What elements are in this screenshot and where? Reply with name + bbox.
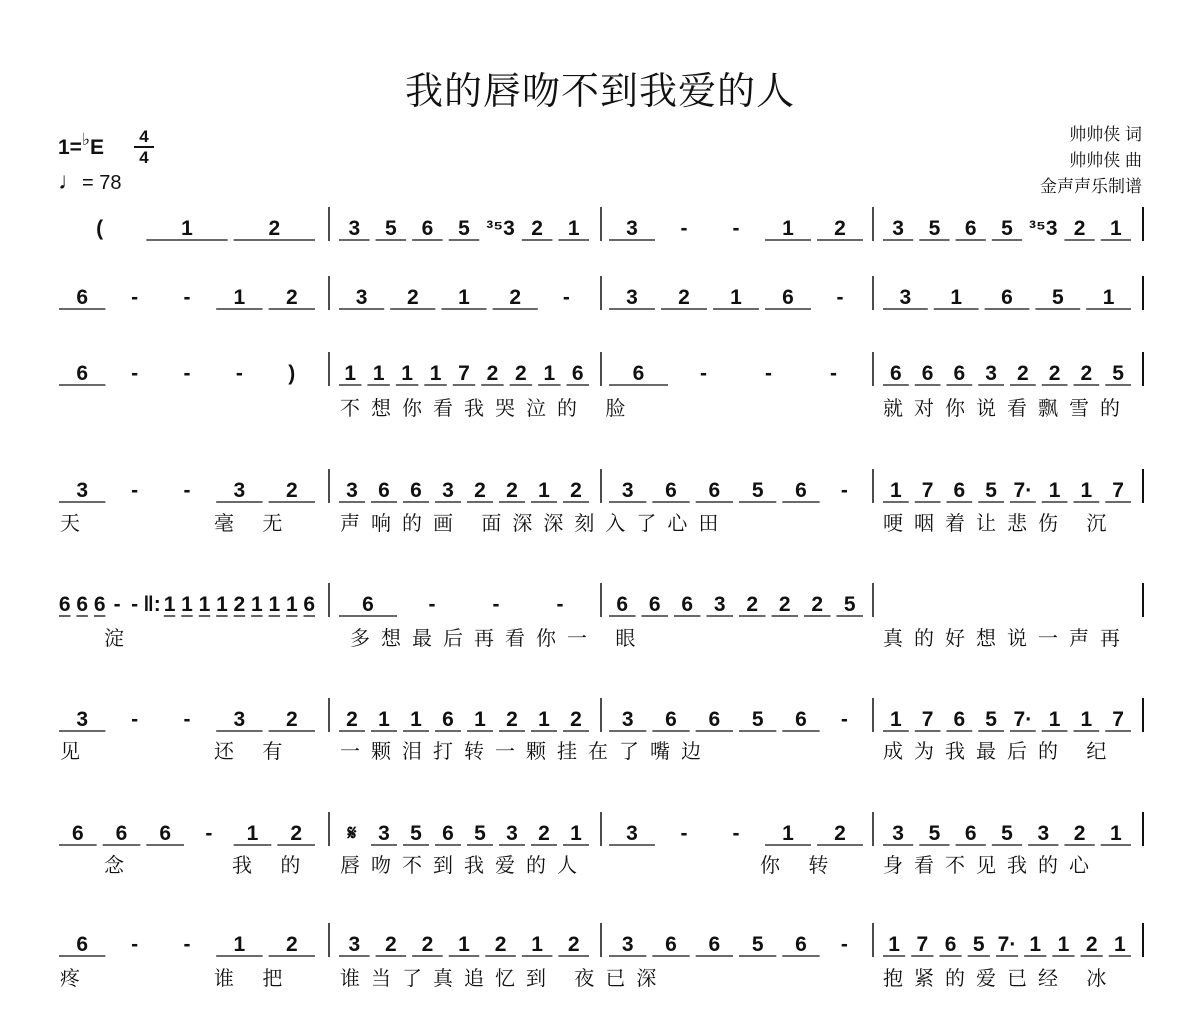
lyric-text: 毫 无 [214, 511, 294, 535]
note-digit: 6 [665, 708, 677, 731]
time-signature-bottom: 4 [139, 148, 149, 167]
note-digit: 6 [782, 286, 794, 309]
quarter-note-icon: ♩ [58, 168, 82, 195]
note-digit: 6 [76, 362, 89, 385]
note-digit: 7 [1112, 708, 1124, 731]
note-digit: - [183, 933, 191, 956]
lyric-text: 疼 [60, 966, 91, 990]
note-digit: 6 [953, 362, 966, 385]
note-digit: ³⁵3 [1029, 217, 1058, 240]
note-digit: 1 [543, 362, 556, 385]
note-digit: 3 [76, 479, 89, 502]
note-digit: 6 [616, 593, 629, 616]
key-note: E [89, 136, 104, 159]
note-digit: 1 [531, 933, 543, 956]
note-digit: 5 [1051, 286, 1064, 309]
lyric-text: 抱紧的爱已经 冰 [883, 966, 1118, 990]
note-digit: 6 [890, 362, 902, 385]
note-digit: 3 [233, 479, 246, 502]
lyric-text: 不想你看我哭泣的 脸 [340, 396, 637, 420]
note-digit: 3 [626, 822, 638, 845]
note-digit: 1 [285, 593, 298, 616]
note-digit: 6 [115, 822, 128, 845]
note-digit: - [732, 217, 740, 240]
note-digit: 2 [509, 286, 522, 309]
note-digit: 5 [1112, 362, 1124, 385]
lyric-text: 成为我最后的 纪 [883, 739, 1118, 763]
note-digit: 3 [621, 933, 634, 956]
lyric-text: 见 [60, 739, 91, 763]
note-digit: 1 [181, 593, 193, 616]
note-digit: 6 [58, 593, 71, 616]
lyric-text: 就对你说看飘雪的 [883, 396, 1131, 420]
note-digit: 3 [626, 217, 638, 240]
note-digit: - [428, 593, 436, 616]
flat-symbol: ♭ [81, 130, 90, 149]
note-digit: 1 [410, 708, 422, 731]
note-digit: 6 [71, 822, 84, 845]
note-digit: 3 [233, 708, 246, 731]
lyric-text: 我 的 [232, 853, 312, 877]
note-digit: 1 [246, 822, 259, 845]
note-digit: 6 [921, 362, 934, 385]
note-digit: 6 [159, 822, 172, 845]
note-digit: 2 [1048, 362, 1061, 385]
note-digit: 1 [538, 708, 550, 731]
note-digit: - [556, 593, 564, 616]
note-digit: 2 [834, 822, 846, 845]
note-digit: - [235, 362, 243, 385]
key-prefix: 1= [58, 136, 82, 159]
note-digit: 2 [1085, 933, 1098, 956]
note-digit: 7 [916, 933, 929, 956]
note-digit: 1 [268, 593, 281, 616]
note-digit: 1 [181, 217, 193, 240]
note-digit: 5 [410, 822, 422, 845]
note-digit: - [183, 708, 191, 731]
note-digit: 3 [355, 286, 368, 309]
note-digit: 1 [1048, 479, 1061, 502]
note-digit: - [680, 822, 688, 845]
note-digit: 6 [795, 479, 807, 502]
note-digit: 2 [486, 362, 499, 385]
note-digit: - [131, 933, 139, 956]
note-digit: 7 [921, 708, 934, 731]
note-digit: 2 [531, 217, 543, 240]
note-digit: - [492, 593, 500, 616]
note-digit: 2 [268, 217, 281, 240]
note-digit: 6 [795, 933, 807, 956]
note-digit: - [700, 362, 707, 385]
note-digit: 2 [678, 286, 690, 309]
lyric-text: 一颗泪打转一颗挂在了嘴边 [340, 739, 712, 763]
note-digit: 3 [378, 822, 390, 845]
note-digit: 2 [406, 286, 419, 309]
note-digit: 5 [928, 217, 941, 240]
note-digit: 1 [216, 593, 228, 616]
note-digit: ‖: [143, 593, 161, 616]
note-digit: 7· [1013, 708, 1033, 731]
note-digit: 1 [1048, 708, 1061, 731]
note-digit: 1 [538, 479, 550, 502]
note-digit: - [131, 708, 139, 731]
note-digit: 2 [811, 593, 824, 616]
note-digit: 1 [890, 479, 902, 502]
note-digit: 3 [1037, 822, 1050, 845]
note-digit: 6 [76, 593, 89, 616]
note-digit: 1 [567, 217, 580, 240]
note-digit: 6 [442, 708, 454, 731]
note-digit: - [131, 362, 139, 385]
note-digit: 6 [665, 933, 677, 956]
note-digit: 6 [795, 708, 807, 731]
note-digit: 2 [346, 708, 358, 731]
note-digit: 6 [442, 822, 454, 845]
note-digit: 5 [458, 217, 470, 240]
note-digit: 1 [163, 593, 176, 616]
note-digit: 5 [385, 217, 397, 240]
note-digit: 5 [751, 479, 764, 502]
note-digit: 1 [1110, 217, 1122, 240]
note-digit: 6 [964, 217, 977, 240]
note-digit: - [765, 362, 772, 385]
lyric-text: 谁当了真追忆到 夜已深 [340, 966, 668, 990]
note-digit: - [680, 217, 688, 240]
note-digit: - [840, 933, 848, 956]
note-digit: 3 [899, 286, 912, 309]
note-digit: - [131, 286, 139, 309]
note-digit: 2 [494, 933, 507, 956]
note-digit: 3 [985, 362, 997, 385]
note-digit: 6 [944, 933, 957, 956]
lyric-text: 真的好想说一声再 [883, 626, 1131, 650]
note-digit: 1 [1080, 479, 1093, 502]
note-digit: 1 [570, 822, 582, 845]
lyric-text: 身看不见我的心 [883, 853, 1100, 877]
note-digit: - [562, 286, 570, 309]
note-digit: 6 [632, 362, 645, 385]
composer-credit: 帅帅侠 曲 [1069, 151, 1142, 170]
lyric-text: 声响的画 面深深刻入了心田 [340, 511, 730, 535]
lyric-text: 念 [104, 853, 135, 877]
note-digit: 3 [348, 933, 361, 956]
note-digit: 3 [76, 708, 89, 731]
note-digit: 6 [410, 479, 422, 502]
note-digit: 5 [972, 933, 985, 956]
note-digit: 5 [985, 479, 997, 502]
note-digit: 1 [372, 362, 385, 385]
note-digit: 3 [621, 479, 634, 502]
note-digit: 2 [421, 933, 434, 956]
note-digit: 5 [1001, 822, 1013, 845]
note-digit: 6 [708, 933, 721, 956]
engraver-credit: 金声声乐制谱 [1040, 177, 1142, 196]
note-digit: 2 [570, 479, 582, 502]
note-digit: 2 [506, 479, 518, 502]
note-digit: - [840, 708, 848, 731]
note-digit: 7 [458, 362, 470, 385]
note-digit: 6 [648, 593, 661, 616]
note-digit: 3 [892, 822, 904, 845]
note-digit: 6 [571, 362, 584, 385]
lyric-text: 天 [60, 511, 91, 535]
lyric-text: 还 有 [214, 739, 294, 763]
note-digit: 1 [890, 708, 902, 731]
song-title: 我的唇吻不到我爱的人 [404, 69, 795, 113]
note-digit: 3 [348, 217, 361, 240]
note-digit: - [183, 362, 191, 385]
note-digit: 1 [344, 362, 357, 385]
note-digit: 2 [290, 822, 303, 845]
note-digit: 2 [570, 708, 582, 731]
note-digit: 1 [782, 217, 794, 240]
note-digit: 3 [713, 593, 726, 616]
note-digit: 2 [1073, 822, 1086, 845]
note-digit: 1 [233, 286, 246, 309]
note-digit: 2 [233, 593, 246, 616]
note-digit: 1 [458, 286, 470, 309]
note-digit: 2 [285, 708, 298, 731]
note-digit: - [732, 822, 740, 845]
note-digit: 1 [1102, 286, 1115, 309]
note-digit: 6 [93, 593, 106, 616]
tempo-value: = 78 [82, 172, 122, 194]
note-digit: - [113, 593, 121, 616]
note-digit: 1 [474, 708, 486, 731]
note-digit: 1 [233, 933, 246, 956]
note-digit: 2 [1073, 217, 1086, 240]
note-digit: 5 [751, 708, 764, 731]
lyric-text: 唇吻不到我爱的人 [340, 853, 588, 877]
lyricist-credit: 帅帅侠 词 [1069, 125, 1142, 144]
note-digit: 1 [1110, 822, 1122, 845]
note-digit: - [830, 362, 837, 385]
lyric-text: 你 转 [760, 853, 840, 877]
note-digit: 1 [429, 362, 442, 385]
lyric-text: 谁 把 [214, 966, 294, 990]
note-digit: 𝄋 [347, 822, 357, 845]
note-digit: 3 [892, 217, 904, 240]
note-digit: 5 [843, 593, 856, 616]
note-digit: 6 [362, 593, 374, 616]
note-digit: 2 [285, 933, 298, 956]
note-digit: 6 [76, 286, 89, 309]
note-digit: 1 [378, 708, 390, 731]
note-digit: 6 [378, 479, 390, 502]
note-digit: 2 [285, 286, 298, 309]
note-digit: 7 [1112, 479, 1124, 502]
note-digit: 2 [506, 708, 518, 731]
note-digit: ( [96, 217, 104, 240]
note-digit: 3 [621, 708, 634, 731]
note-digit: - [840, 479, 848, 502]
note-digit: 2 [515, 362, 527, 385]
note-digit: - [131, 479, 139, 502]
note-digit: ³⁵3 [486, 217, 515, 240]
note-digit: 6 [681, 593, 694, 616]
note-digit: 1 [198, 593, 211, 616]
note-digit: 1 [1114, 933, 1126, 956]
note-digit: 5 [751, 933, 764, 956]
note-digit: 2 [778, 593, 791, 616]
note-digit: 2 [474, 479, 486, 502]
note-digit: 3 [506, 822, 518, 845]
note-digit: 2 [1017, 362, 1029, 385]
note-digit: 6 [303, 593, 316, 616]
note-digit: 6 [421, 217, 434, 240]
time-signature-top: 4 [139, 127, 149, 146]
note-digit: 6 [964, 822, 977, 845]
note-digit: 2 [746, 593, 759, 616]
note-digit: 2 [1080, 362, 1093, 385]
note-digit: 2 [538, 822, 550, 845]
note-digit: 5 [985, 708, 997, 731]
note-digit: ) [288, 362, 296, 385]
note-digit: - [183, 479, 191, 502]
note-digit: 1 [782, 822, 794, 845]
note-digit: 6 [708, 479, 721, 502]
lyric-text: 哽咽着让悲伤 沉 [883, 511, 1118, 535]
note-digit: 6 [76, 933, 89, 956]
note-digit: 7 [921, 479, 934, 502]
lyric-text: 多想最后再看你一 眼 [350, 626, 647, 650]
note-digit: 1 [1057, 933, 1070, 956]
note-digit: 5 [928, 822, 941, 845]
note-digit: 1 [251, 593, 263, 616]
note-digit: 3 [626, 286, 638, 309]
note-digit: 1 [888, 933, 900, 956]
note-digit: - [836, 286, 844, 309]
note-digit: 2 [285, 479, 298, 502]
note-digit: 7· [997, 933, 1017, 956]
note-digit: 5 [474, 822, 486, 845]
note-digit: 1 [1080, 708, 1093, 731]
note-digit: 1 [458, 933, 470, 956]
note-digit: 6 [708, 708, 721, 731]
note-digit: 2 [834, 217, 846, 240]
note-digit: 6 [1001, 286, 1013, 309]
note-digit: 3 [442, 479, 454, 502]
note-digit: - [205, 822, 213, 845]
note-digit: 6 [953, 479, 966, 502]
note-digit: 1 [1029, 933, 1042, 956]
lyric-text: 淀 [104, 626, 135, 650]
note-digit: 3 [346, 479, 358, 502]
note-digit: - [183, 286, 191, 309]
note-digit: 2 [385, 933, 397, 956]
note-digit: 1 [401, 362, 413, 385]
note-digit: - [131, 593, 139, 616]
note-digit: 2 [567, 933, 580, 956]
note-digit: 6 [953, 708, 966, 731]
note-digit: 5 [1001, 217, 1013, 240]
note-digit: 6 [665, 479, 677, 502]
note-digit: 1 [950, 286, 963, 309]
note-digit: 7· [1013, 479, 1033, 502]
note-digit: 1 [730, 286, 742, 309]
